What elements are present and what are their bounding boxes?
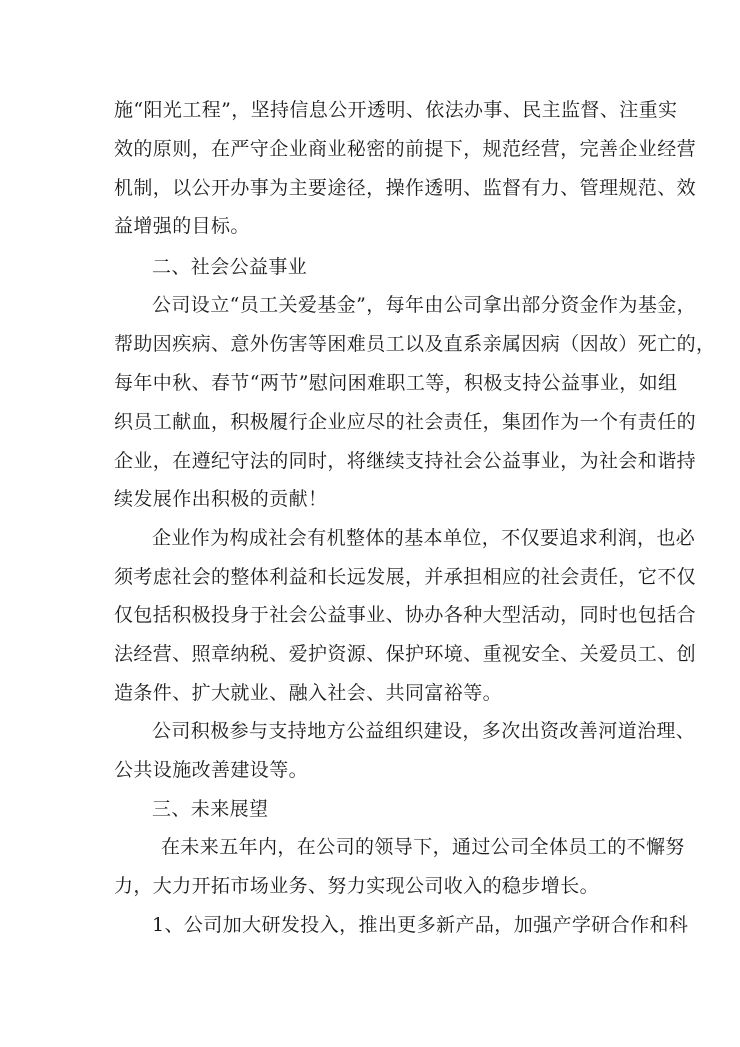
section-heading: 二、社会公益事业 xyxy=(152,256,308,278)
text-line: 每年中秋、春节“两节”慰问困难职工等，积极支持公益事业，如组 xyxy=(114,372,678,394)
text-line: 效的原则，在严守企业商业秘密的前提下，规范经营，完善企业经营 xyxy=(114,138,697,160)
text-line: 续发展作出积极的贡献！ xyxy=(114,488,328,510)
text-line: 施“阳光工程”，坚持信息公开透明、依法办事、民主监督、注重实 xyxy=(114,99,678,121)
text-line: 企业，在遵纪守法的同时，将继续支持社会公益事业，为社会和谐持 xyxy=(114,450,697,472)
text-line: 公司设立“员工关爱基金”，每年由公司拿出部分资金作为基金， xyxy=(152,294,697,316)
text-line: 织员工献血，积极履行企业应尽的社会责任，集团作为一个有责任的 xyxy=(114,411,697,433)
text-line: 仅包括积极投身于社会公益事业、协办各种大型活动，同时也包括合 xyxy=(114,604,697,626)
text-line: 力，大力开拓市场业务、努力实现公司收入的稳步增长。 xyxy=(114,875,600,897)
text-line: 帮助因疾病、意外伤害等困难员工以及直系亲属因病（因故）死亡的， xyxy=(114,333,716,355)
text-line: 公司积极参与支持地方公益组织建设，多次出资改善河道治理、 xyxy=(152,720,696,742)
text-line: 1、公司加大研发投入，推出更多新产品，加强产学研合作和科 xyxy=(152,914,689,936)
text-line: 法经营、照章纳税、爱护资源、保护环境、重视安全、关爱员工、创 xyxy=(114,643,697,665)
text-line: 机制，以公开办事为主要途径，操作透明、监督有力、管理规范、效 xyxy=(114,177,697,199)
text-line: 公共设施改善建设等。 xyxy=(114,759,309,781)
text-line: 造条件、扩大就业、融入社会、共同富裕等。 xyxy=(114,682,503,704)
text-line: 在未来五年内，在公司的领导下，通过公司全体员工的不懈努 xyxy=(161,836,685,858)
section-heading: 三、未来展望 xyxy=(152,798,269,820)
text-line: 益增强的目标。 xyxy=(114,215,250,237)
text-line: 须考虑社会的整体利益和长远发展，并承担相应的社会责任，它不仅 xyxy=(114,566,697,588)
text-line: 企业作为构成社会有机整体的基本单位，不仅要追求利润，也必 xyxy=(152,527,696,549)
